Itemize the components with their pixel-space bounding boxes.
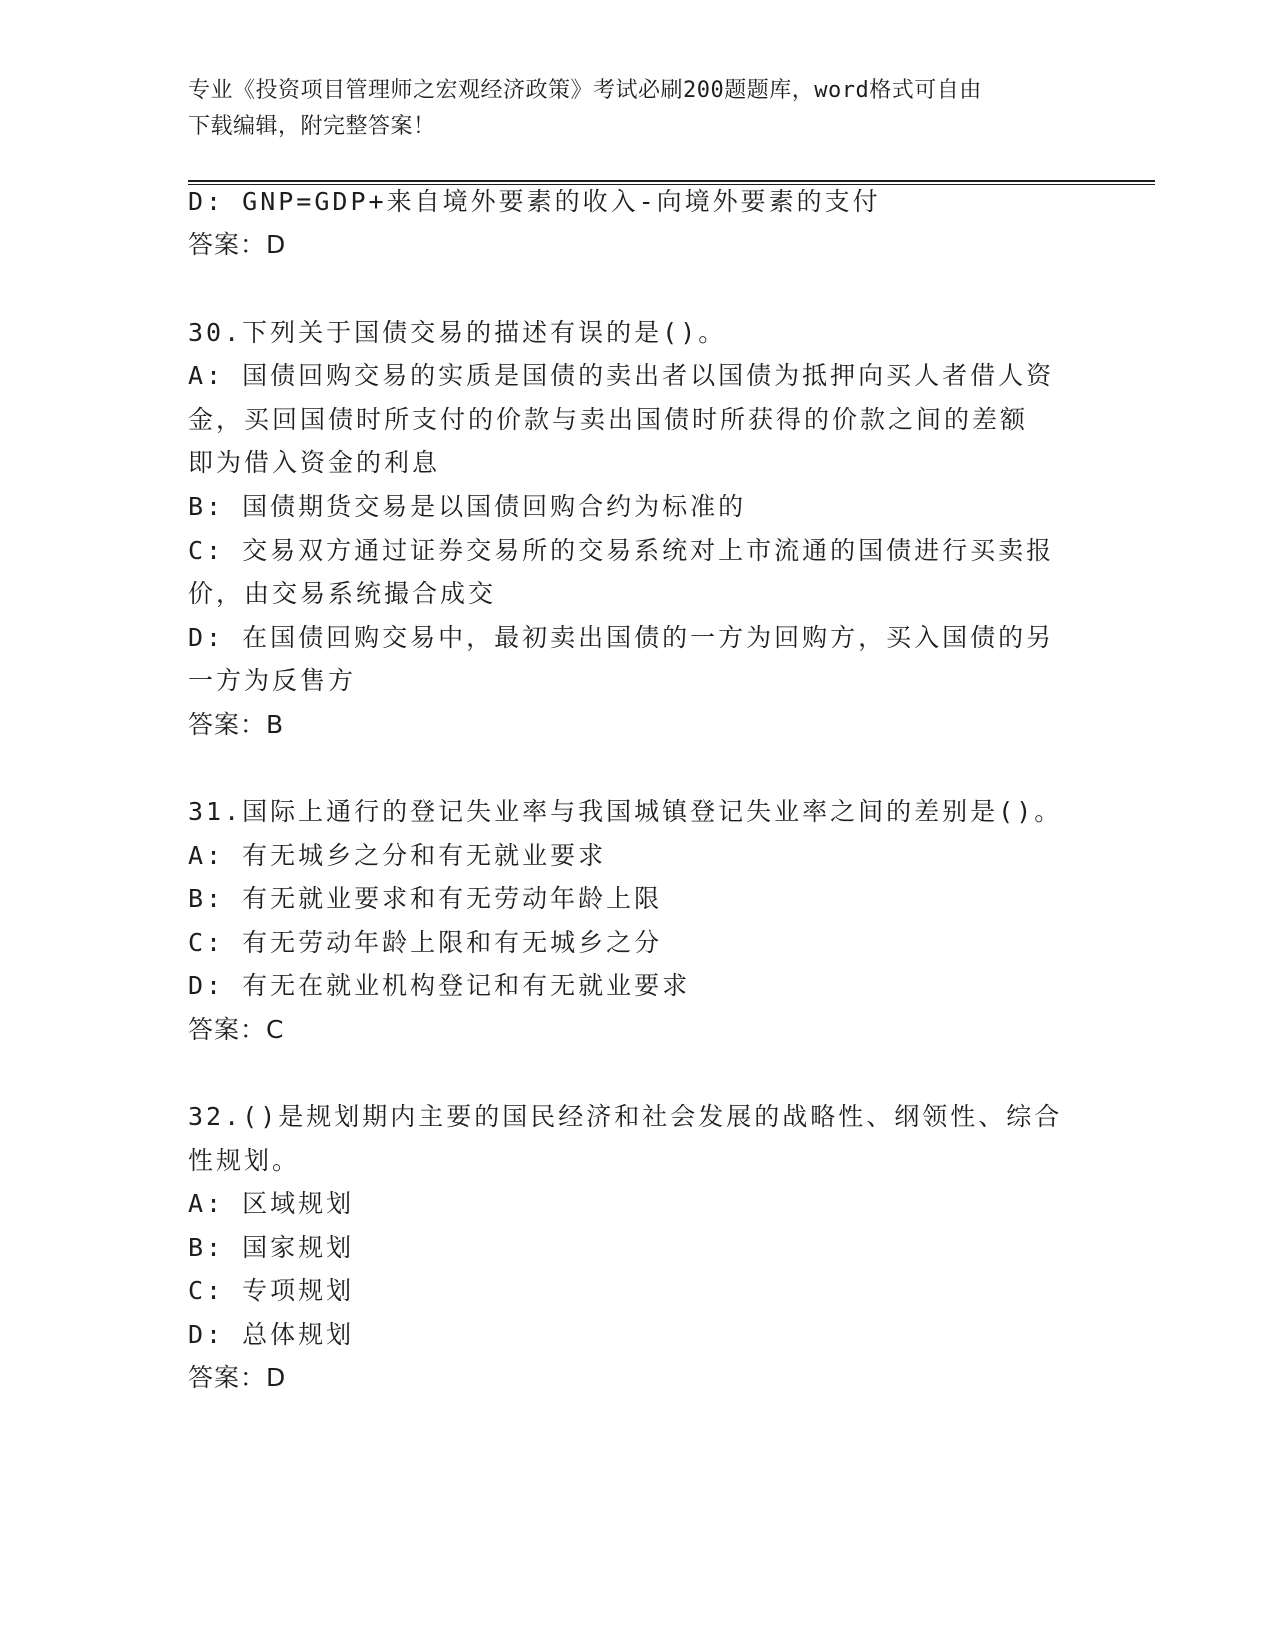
q31-option-d: D: 有无在就业机构登记和有无就业要求	[188, 971, 691, 1000]
q32-stem-line2: 性规划。	[188, 1146, 301, 1175]
q30-option-a-line2: 金，买回国债时所支付的价款与卖出国债时所获得的价款之间的差额	[188, 405, 1029, 434]
q30-option-b: B: 国债期货交易是以国债回购合约为标准的	[188, 492, 747, 521]
q32-answer: 答案：D	[188, 1363, 287, 1392]
document-header	[188, 73, 1068, 145]
q31-answer: 答案：C	[188, 1015, 285, 1044]
q32-option-d: D: 总体规划	[188, 1320, 355, 1349]
q32-stem-line1: 32.()是规划期内主要的国民经济和社会发展的战略性、纲领性、综合	[188, 1102, 1063, 1131]
prev-question-answer: 答案：D	[188, 230, 287, 259]
q30-option-a-line1: A: 国债回购交易的实质是国债的卖出者以国债为抵押向买人者借人资	[188, 361, 1055, 390]
q30-option-c-line1: C: 交易双方通过证券交易所的交易系统对上市流通的国债进行买卖报	[188, 536, 1055, 565]
q30-option-d-line2: 一方为反售方	[188, 666, 357, 695]
prev-question-option-d: D: GNP=GDP+来自境外要素的收入-向境外要素的支付	[188, 187, 881, 216]
q31-stem: 31.国际上通行的登记失业率与我国城镇登记失业率之间的差别是()。	[188, 797, 1063, 826]
q31-option-a: A: 有无城乡之分和有无就业要求	[188, 841, 607, 870]
header-title-line1: 专业《投资项目管理师之宏观经济政策》考试必刷200题题库，word格式可自由	[188, 78, 982, 103]
q32-option-b: B: 国家规划	[188, 1233, 355, 1262]
q30-answer: 答案：B	[188, 710, 285, 739]
q32-option-a: A: 区域规划	[188, 1189, 355, 1218]
q30-option-a-line3: 即为借入资金的利息	[188, 448, 441, 477]
q30-option-c-line2: 价，由交易系统撮合成交	[188, 579, 497, 608]
q30-option-d-line1: D: 在国债回购交易中，最初卖出国债的一方为回购方，买入国债的另	[188, 623, 1055, 652]
header-title-line2: 下载编辑，附完整答案！	[188, 114, 436, 139]
header-divider-thick	[188, 180, 1155, 182]
q31-option-c: C: 有无劳动年龄上限和有无城乡之分	[188, 928, 663, 957]
q31-option-b: B: 有无就业要求和有无劳动年龄上限	[188, 884, 663, 913]
q32-option-c: C: 专项规划	[188, 1276, 355, 1305]
q30-stem: 30.下列关于国债交易的描述有误的是()。	[188, 318, 727, 347]
